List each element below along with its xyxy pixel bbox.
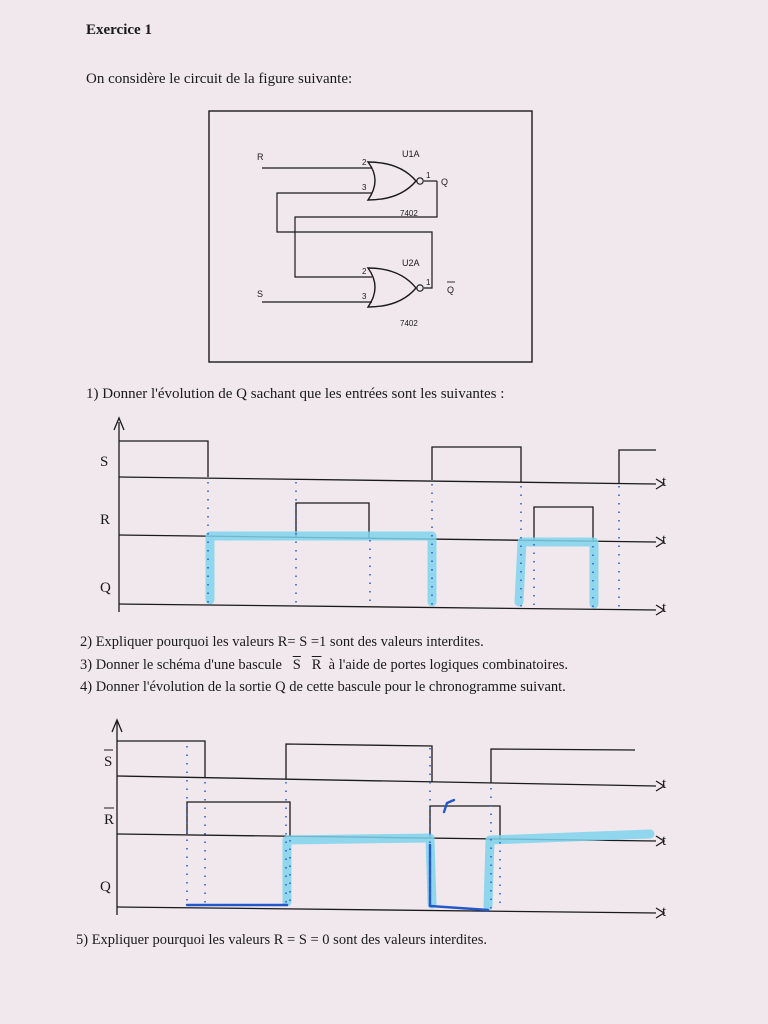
q-pen-trace [187, 800, 488, 910]
chrono2-time-label: t [662, 776, 667, 792]
sbar-signal [117, 741, 635, 783]
pin-label: 1 [426, 278, 431, 287]
chrono2-label-sbar: S [104, 754, 113, 770]
question-3-prefix: 3) Donner le schéma d'une bascule [80, 657, 282, 673]
pin-label: 1 [426, 171, 431, 180]
chrono1-label-r: R [100, 512, 111, 528]
question-3-r-bar: $\overline{R}$ [311, 657, 322, 673]
pin-label: 2 [362, 158, 367, 167]
question-3-s-bar: $\overline{S}$ [292, 657, 301, 673]
question-2: 2) Expliquer pourquoi les valeurs R= S =1 sont des valeurs interdites. [80, 634, 484, 650]
pin-label: 3 [362, 183, 367, 192]
gate1-name: U1A [402, 149, 420, 159]
output-q-label: Q [441, 177, 449, 187]
gate2-part: 7402 [400, 319, 418, 328]
rbar-signal [187, 802, 500, 839]
sbar-time-axis [117, 776, 656, 786]
gate1-part: 7402 [400, 209, 418, 218]
chrono2-label-rbar: R [104, 812, 115, 828]
question-4: 4) Donner l'évolution de la sortie Q de cette bascule pour le chronogramme suivant. [80, 679, 566, 695]
chrono1-label-s: S [100, 454, 109, 470]
chrono1-time-label: t [662, 474, 667, 490]
q-highlighter-trace [287, 834, 650, 906]
chrono1-time-label: t [662, 600, 667, 616]
output-qbar-label: Q [447, 285, 455, 295]
input-s-label: S [257, 289, 264, 299]
question-3-suffix: à l'aide de portes logiques combinatoires. [328, 657, 569, 673]
guide-dots [187, 746, 500, 910]
question-1: 1) Donner l'évolution de Q sachant que les entrées sont les suivantes : [86, 386, 505, 402]
q-time-axis [117, 907, 656, 913]
question-5: 5) Expliquer pourquoi les valeurs R = S = 0 sont des valeurs interdites. [76, 932, 488, 948]
chrono1-label-q: Q [100, 580, 111, 596]
chrono2-label-q: Q [100, 879, 111, 895]
exercise-title: Exercice 1 [86, 22, 152, 38]
pin-label: 3 [362, 292, 367, 301]
chrono1-time-label: t [662, 532, 667, 548]
chrono2-time-label: t [662, 904, 667, 920]
pin-label: 2 [362, 267, 367, 276]
gate2-name: U2A [402, 258, 420, 268]
chrono2-time-label: t [662, 833, 667, 849]
intro-text: On considère le circuit de la figure suivante: [86, 71, 353, 87]
input-r-label: R [257, 152, 264, 162]
